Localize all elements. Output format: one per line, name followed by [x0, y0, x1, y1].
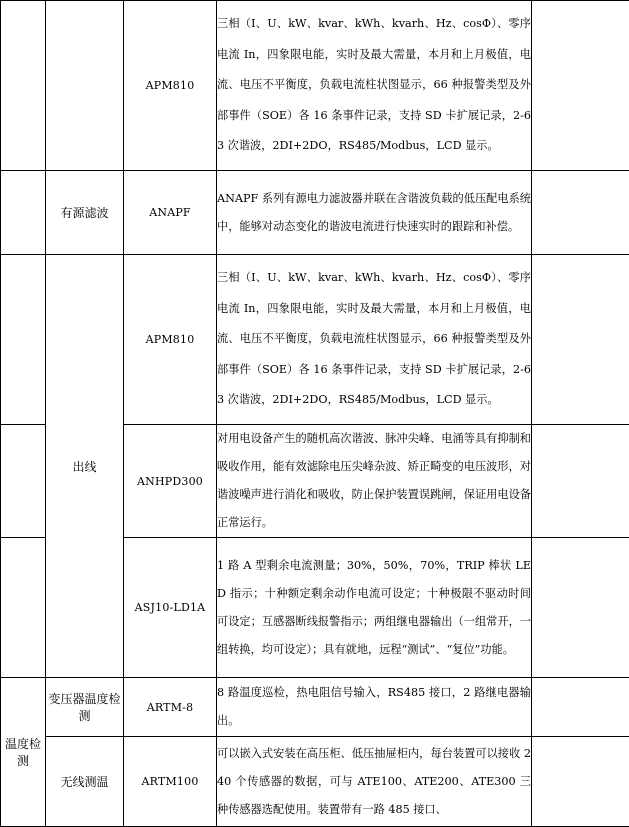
- model-cell: ANHPD300: [124, 425, 217, 538]
- description-cell: 可以嵌入式安装在高压柜、低压抽屉柜内，每台装置可以接收 240 个传感器的数据，可与 ATE100、ATE200、ATE300 三种传感器选配使用。装置带有一路 485 接口、: [217, 737, 532, 827]
- model-cell: APM810: [124, 1, 217, 171]
- category-cell: [1, 425, 46, 538]
- remark-cell: [532, 538, 629, 678]
- category-cell: 温度检测: [1, 678, 46, 827]
- description-cell: 对用电设备产生的随机高次谐波、脉冲尖峰、电涌等具有抑制和吸收作用，能有效滤除电压尖峰杂波、矫正畸变的电压波形，对谐波噪声进行消化和吸收，防止保护装置误跳闸，保证用电设备正常运行。: [217, 425, 532, 538]
- model-cell: ARTM100: [124, 737, 217, 827]
- table-row: [1, 255, 629, 425]
- remark-cell: [532, 1, 629, 171]
- model-cell: ARTM-8: [124, 678, 217, 737]
- subcategory-cell: 出线: [46, 255, 124, 678]
- subcategory-cell: 有源滤波: [46, 171, 124, 255]
- subcategory-cell: 无线测温: [46, 737, 124, 827]
- category-cell: [1, 171, 46, 255]
- model-cell: ASJ10-LD1A: [124, 538, 217, 678]
- category-cell: [1, 255, 46, 425]
- subcategory-cell: [46, 1, 124, 171]
- table-row: [1, 1, 629, 171]
- model-cell: ANAPF: [124, 171, 217, 255]
- category-cell: [1, 1, 46, 171]
- description-cell: 三相（I、U、kW、kvar、kWh、kvarh、Hz、cosΦ）、零序电流 In，四象限电能，实时及最大需量，本月和上月极值，电流、电压不平衡度，负载电流柱状图显示，66 种报警类型及外部事件（SOE）各 16 条事件记录，支持 SD 卡扩展记录，2-63 次谐波，2DI+2DO，RS485/Modbus，LCD 显示。: [217, 1, 532, 171]
- description-cell: 8 路温度巡检，热电阻信号输入，RS485 接口，2 路继电器输出。: [217, 678, 532, 737]
- table-row: [1, 678, 629, 737]
- remark-cell: [532, 171, 629, 255]
- remark-cell: [532, 678, 629, 737]
- table-row: [1, 737, 629, 827]
- table-row: [1, 171, 629, 255]
- remark-cell: [532, 255, 629, 425]
- subcategory-cell: 变压器温度检测: [46, 678, 124, 737]
- description-cell: ANAPF 系列有源电力滤波器并联在含谐波负载的低压配电系统中，能够对动态变化的谐波电流进行快速实时的跟踪和补偿。: [217, 171, 532, 255]
- remark-cell: [532, 425, 629, 538]
- description-cell: 三相（I、U、kW、kvar、kWh、kvarh、Hz、cosΦ）、零序电流 In，四象限电能，实时及最大需量，本月和上月极值，电流、电压不平衡度，负载电流柱状图显示，66 种报警类型及外部事件（SOE）各 16 条事件记录，支持 SD 卡扩展记录，2-63 次谐波，2DI+2DO，RS485/Modbus，LCD 显示。: [217, 255, 532, 425]
- category-cell: [1, 538, 46, 678]
- remark-cell: [532, 737, 629, 827]
- model-cell: APM810: [124, 255, 217, 425]
- description-cell: 1 路 A 型剩余电流测量；30%，50%，70%，TRIP 棒状 LED 指示；十种额定剩余动作电流可设定；十种极限不驱动时间可设定；互感器断线报警指示；两组继电器输出（一组常开，一组转换，均可设定）；具有就地，远程“测试”、“复位”功能。: [217, 538, 532, 678]
